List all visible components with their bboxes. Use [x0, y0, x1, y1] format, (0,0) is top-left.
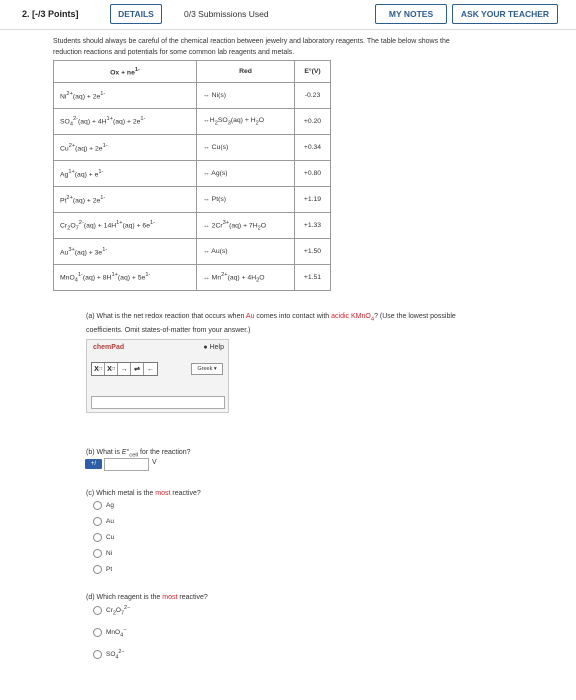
radio-ag[interactable] — [93, 501, 102, 510]
part-a-line-2: coefficients. Omit states-of-matter from your answer.) — [86, 327, 251, 335]
submissions-count: 0/3 Submissions Used — [184, 9, 269, 19]
potential-cell: +0.80 — [295, 161, 331, 187]
option-pt: Pt — [106, 566, 113, 573]
table-row — [54, 109, 331, 135]
potential-cell: -0.23 — [295, 83, 331, 109]
table-row — [54, 161, 331, 187]
chempad-title: chemPad — [93, 344, 125, 351]
my-notes-button[interactable]: MY NOTES — [375, 4, 447, 24]
radio-ni[interactable] — [93, 549, 102, 558]
ox-cell: $Ni^{2+}(aq) + 2e^{1-}$ — [54, 83, 197, 109]
subscript-button[interactable]: X □ — [92, 363, 105, 375]
answer-format-icon[interactable]: +/ — [85, 459, 102, 469]
red-cell: ↔ $2Cr^{3+}(aq) + 7H_2O$ — [197, 213, 295, 239]
radio-permanganate[interactable] — [93, 628, 102, 637]
chempad-toolbar — [91, 362, 158, 376]
part-a-metal: Au — [245, 313, 255, 320]
ox-cell: $Pt^{2+}(aq) + 2e^{1-}$ — [54, 187, 197, 213]
potential-cell: +1.19 — [295, 187, 331, 213]
part-b-prompt: (b) What is $E^\circ_{cell}$ for the reaction? — [86, 449, 191, 459]
ox-header: $Ox + ne^{1-}$ — [54, 61, 197, 83]
red-cell: ↔ Cu(s) — [197, 135, 295, 161]
ox-cell: $Cr_2O_7^{2-}(aq) + 14H^{1+}(aq) + 6e^{1-}$ — [54, 213, 197, 239]
table-row — [54, 213, 331, 239]
equilibrium-arrow-button[interactable]: ⇌ — [131, 363, 144, 375]
radio-pt[interactable] — [93, 565, 102, 574]
chempad-help-link[interactable]: ● Help — [203, 344, 224, 351]
red-cell: ↔ Pt(s) — [197, 187, 295, 213]
option-permanganate: MnO$_4$− — [106, 627, 127, 639]
backspace-button[interactable]: ← — [147, 365, 154, 373]
ox-cell: $SO_4^{2-}(aq) + 4H^{1+}(aq) + 2e^{1-}$ — [54, 109, 197, 135]
intro-line-2: reduction reactions and potentials for some common lab reagents and metals. — [53, 49, 295, 56]
table-row — [54, 239, 331, 265]
radio-dichromate[interactable] — [93, 606, 102, 615]
unit-label: V — [152, 459, 157, 466]
potential-cell: +0.20 — [295, 109, 331, 135]
table-row — [54, 135, 331, 161]
option-ag: Ag — [106, 502, 114, 509]
radio-sulfate[interactable] — [93, 650, 102, 659]
reduction-potential-table — [53, 60, 331, 291]
red-cell: ↔ Ni(s) — [197, 83, 295, 109]
radio-au[interactable] — [93, 517, 102, 526]
superscript-button[interactable]: X □ — [105, 363, 118, 375]
potential-cell: +0.34 — [295, 135, 331, 161]
ox-cell: $Au^{3+}(aq) + 3e^{1-}$ — [54, 239, 197, 265]
ox-cell: $Cu^{2+}(aq) + 2e^{1-}$ — [54, 135, 197, 161]
red-cell: $\leftrightarrow H_2SO_3(aq) + H_2O$ — [197, 109, 295, 135]
part-c-prompt: (c) Which metal is the most reactive? — [86, 490, 201, 497]
ox-cell: $MnO_4^{1-}(aq) + 8H^{1+}(aq) + 5e^{1-}$ — [54, 265, 197, 291]
table-row — [54, 187, 331, 213]
potential-cell: +1.33 — [295, 213, 331, 239]
potential-header: E°(V) — [295, 61, 331, 83]
part-a-line-1: (a) What is the net redox reaction that occurs when Au comes into contact with acidic KMnO$_4$? (Use the lowest possible — [86, 313, 456, 323]
greek-dropdown[interactable]: Greek ▾ — [191, 363, 223, 375]
cell-potential-input[interactable] — [104, 458, 149, 471]
potential-cell: +1.51 — [295, 265, 331, 291]
part-a-reagent: acidic KMnO$_4$ — [331, 313, 375, 323]
red-cell: ↔ $Mn^{2+}(aq) + 4H_2O$ — [197, 265, 295, 291]
option-sulfate: $SO_4^{2-}$ — [106, 649, 125, 661]
chempad-input[interactable] — [91, 396, 225, 409]
option-dichromate: $Cr_2O_7^{2-}$ — [106, 605, 131, 617]
option-ni: Ni — [106, 550, 113, 557]
table-header-row — [54, 61, 331, 83]
option-au: Au — [106, 518, 114, 525]
intro-line-1: Students should always be careful of the chemical reaction between jewelry and laboratory reagents. The table below shows the — [53, 38, 450, 45]
question-number: 2. [-/3 Points] — [22, 9, 79, 19]
ask-teacher-button[interactable]: ASK YOUR TEACHER — [452, 4, 558, 24]
question-header — [0, 0, 576, 30]
red-header: Red — [197, 61, 295, 83]
red-cell: ↔ Ag(s) — [197, 161, 295, 187]
option-cu: Cu — [106, 534, 115, 541]
radio-cu[interactable] — [93, 533, 102, 542]
red-cell: ↔ Au(s) — [197, 239, 295, 265]
table-row — [54, 265, 331, 291]
arrow-button[interactable]: → — [118, 363, 131, 375]
table-row — [54, 83, 331, 109]
chempad-header — [87, 340, 228, 356]
part-d-prompt: (d) Which reagent is the most reactive? — [86, 594, 208, 601]
details-button[interactable]: DETAILS — [110, 4, 162, 24]
ox-cell: $Ag^{1+}(aq) + e^{1-}$ — [54, 161, 197, 187]
question-intro — [53, 36, 553, 58]
part-a-prompt — [86, 311, 556, 336]
chempad-editor — [86, 339, 229, 413]
potential-cell: +1.50 — [295, 239, 331, 265]
